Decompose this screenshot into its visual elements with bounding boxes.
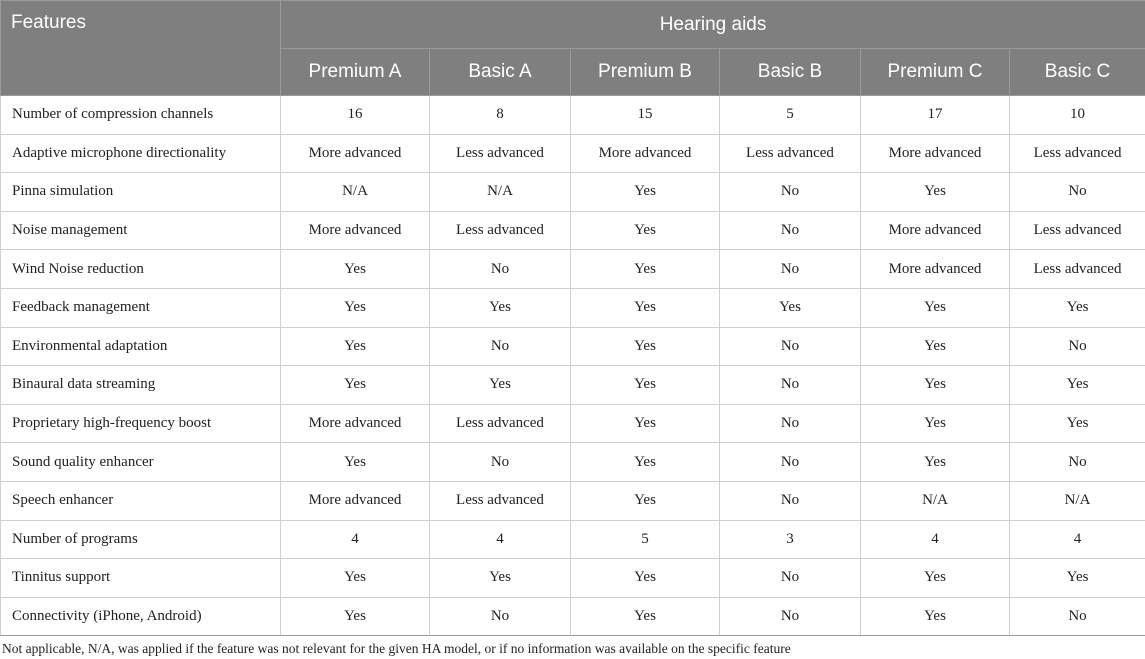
value-cell: N/A: [281, 173, 430, 212]
value-cell: More advanced: [571, 134, 720, 173]
value-cell: Yes: [571, 327, 720, 366]
value-cell: Yes: [861, 443, 1010, 482]
value-cell: Yes: [861, 327, 1010, 366]
value-cell: Yes: [430, 366, 571, 405]
feature-name-cell: Speech enhancer: [1, 481, 281, 520]
value-cell: 4: [430, 520, 571, 559]
value-cell: More advanced: [281, 134, 430, 173]
feature-name-cell: Number of programs: [1, 520, 281, 559]
table-footnote: Not applicable, N/A, was applied if the feature was not relevant for the given HA model, or if no information was available on the specific feature: [2, 641, 791, 656]
value-cell: Less advanced: [430, 481, 571, 520]
value-cell: 4: [281, 520, 430, 559]
value-cell: Less advanced: [1010, 250, 1145, 289]
feature-name-cell: Pinna simulation: [1, 173, 281, 212]
value-cell: 5: [571, 520, 720, 559]
value-cell: No: [1010, 327, 1145, 366]
hearing-aids-group-header: Hearing aids: [281, 1, 1145, 49]
value-cell: Yes: [571, 173, 720, 212]
value-cell: Yes: [861, 559, 1010, 598]
value-cell: Less advanced: [720, 134, 861, 173]
value-cell: Yes: [430, 288, 571, 327]
value-cell: 16: [281, 96, 430, 135]
feature-name-cell: Wind Noise reduction: [1, 250, 281, 289]
value-cell: 10: [1010, 96, 1145, 135]
value-cell: Yes: [281, 443, 430, 482]
value-cell: Less advanced: [430, 134, 571, 173]
model-header: Basic C: [1010, 49, 1145, 96]
value-cell: No: [430, 250, 571, 289]
value-cell: Yes: [861, 173, 1010, 212]
table-row: [1, 211, 1145, 250]
value-cell: 5: [720, 96, 861, 135]
model-header: Basic A: [430, 49, 571, 96]
table-row: [1, 288, 1145, 327]
model-header: Basic B: [720, 49, 861, 96]
value-cell: 4: [1010, 520, 1145, 559]
value-cell: No: [720, 597, 861, 636]
value-cell: More advanced: [861, 134, 1010, 173]
value-cell: Yes: [281, 366, 430, 405]
value-cell: Yes: [571, 443, 720, 482]
value-cell: Yes: [281, 288, 430, 327]
value-cell: N/A: [1010, 481, 1145, 520]
value-cell: No: [430, 597, 571, 636]
value-cell: Yes: [571, 404, 720, 443]
model-header: Premium B: [571, 49, 720, 96]
value-cell: N/A: [430, 173, 571, 212]
value-cell: Yes: [861, 404, 1010, 443]
table-row: [1, 404, 1145, 443]
value-cell: No: [720, 366, 861, 405]
value-cell: No: [720, 443, 861, 482]
value-cell: More advanced: [281, 211, 430, 250]
table-row: [1, 134, 1145, 173]
value-cell: Yes: [571, 250, 720, 289]
table-row: [1, 559, 1145, 598]
value-cell: No: [720, 327, 861, 366]
feature-name-cell: Binaural data streaming: [1, 366, 281, 405]
value-cell: No: [1010, 443, 1145, 482]
value-cell: Yes: [861, 366, 1010, 405]
value-cell: 3: [720, 520, 861, 559]
value-cell: 4: [861, 520, 1010, 559]
feature-name-cell: Environmental adaptation: [1, 327, 281, 366]
value-cell: 8: [430, 96, 571, 135]
table-row: [1, 443, 1145, 482]
value-cell: Yes: [571, 559, 720, 598]
value-cell: No: [1010, 173, 1145, 212]
value-cell: Yes: [571, 288, 720, 327]
table-header: [1, 1, 1145, 96]
value-cell: No: [720, 211, 861, 250]
value-cell: Less advanced: [430, 211, 571, 250]
table-row: [1, 327, 1145, 366]
value-cell: Yes: [571, 211, 720, 250]
feature-name-cell: Number of compression channels: [1, 96, 281, 135]
table-row: [1, 96, 1145, 135]
value-cell: Yes: [1010, 288, 1145, 327]
value-cell: 17: [861, 96, 1010, 135]
value-cell: Yes: [1010, 559, 1145, 598]
model-header: Premium A: [281, 49, 430, 96]
features-column-header: Features: [1, 1, 281, 96]
value-cell: No: [720, 173, 861, 212]
value-cell: More advanced: [281, 404, 430, 443]
feature-name-cell: Tinnitus support: [1, 559, 281, 598]
table-row: [1, 366, 1145, 405]
value-cell: No: [720, 404, 861, 443]
value-cell: Yes: [861, 288, 1010, 327]
table-row: [1, 250, 1145, 289]
table-row: [1, 520, 1145, 559]
feature-name-cell: Sound quality enhancer: [1, 443, 281, 482]
feature-name-cell: Proprietary high-frequency boost: [1, 404, 281, 443]
value-cell: Yes: [281, 250, 430, 289]
model-header: Premium C: [861, 49, 1010, 96]
feature-name-cell: Connectivity (iPhone, Android): [1, 597, 281, 636]
value-cell: Less advanced: [1010, 134, 1145, 173]
value-cell: 15: [571, 96, 720, 135]
value-cell: No: [1010, 597, 1145, 636]
value-cell: Yes: [430, 559, 571, 598]
value-cell: No: [720, 250, 861, 289]
table-body: [1, 96, 1145, 636]
value-cell: No: [720, 481, 861, 520]
table-row: [1, 597, 1145, 636]
table-row: [1, 173, 1145, 212]
value-cell: Yes: [571, 366, 720, 405]
value-cell: More advanced: [861, 211, 1010, 250]
value-cell: Yes: [281, 559, 430, 598]
feature-name-cell: Adaptive microphone directionality: [1, 134, 281, 173]
table-row: [1, 481, 1145, 520]
value-cell: Less advanced: [430, 404, 571, 443]
value-cell: No: [430, 443, 571, 482]
value-cell: N/A: [861, 481, 1010, 520]
value-cell: No: [720, 559, 861, 598]
value-cell: More advanced: [861, 250, 1010, 289]
value-cell: More advanced: [281, 481, 430, 520]
value-cell: No: [430, 327, 571, 366]
value-cell: Yes: [1010, 404, 1145, 443]
value-cell: Less advanced: [1010, 211, 1145, 250]
value-cell: Yes: [861, 597, 1010, 636]
value-cell: Yes: [571, 481, 720, 520]
feature-name-cell: Feedback management: [1, 288, 281, 327]
value-cell: Yes: [1010, 366, 1145, 405]
value-cell: Yes: [571, 597, 720, 636]
value-cell: Yes: [281, 327, 430, 366]
feature-name-cell: Noise management: [1, 211, 281, 250]
value-cell: Yes: [281, 597, 430, 636]
value-cell: Yes: [720, 288, 861, 327]
